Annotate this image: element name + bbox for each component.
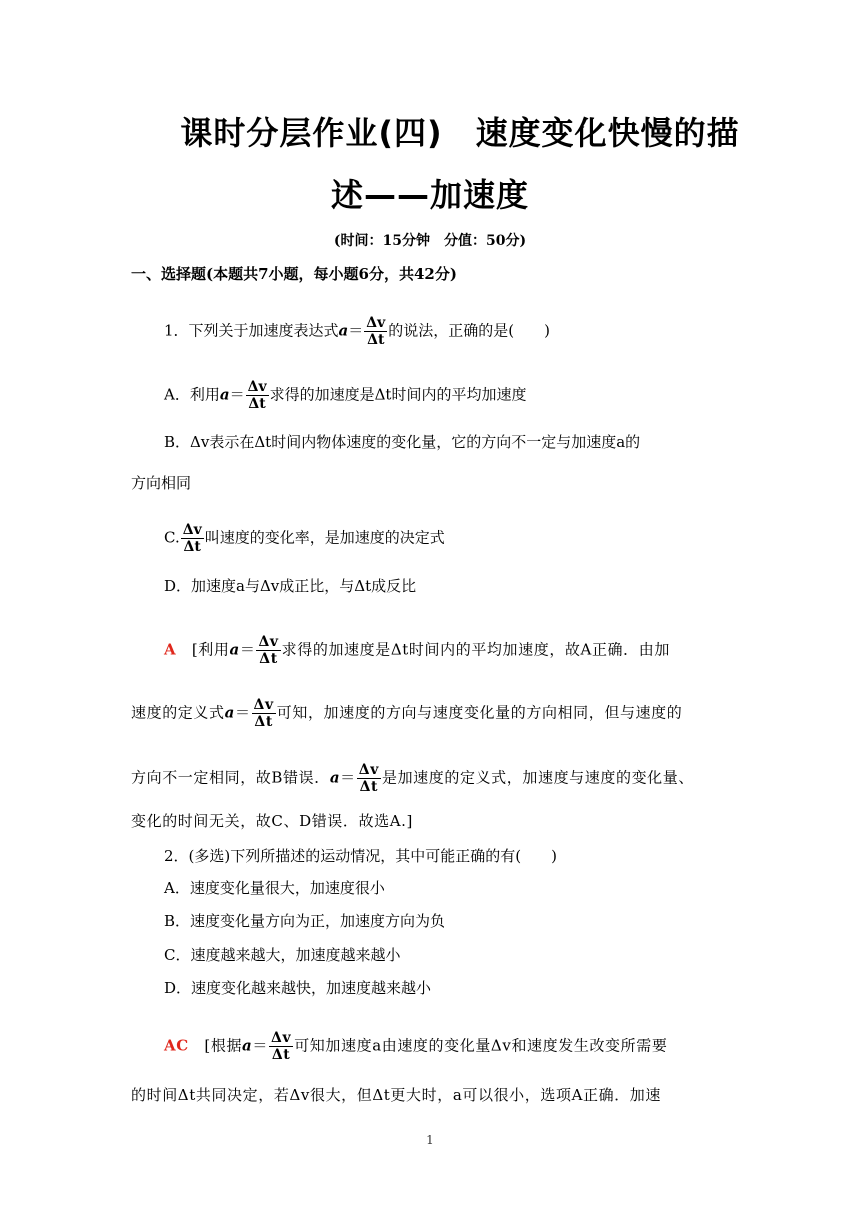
q1-solution-line1: A [利用a＝ $\frac{\Delta v}{\Delta t}$ 求得的加速度是Δt时间内的平均加速度，故A正确．由加 (164, 634, 670, 667)
q2-solution-line2: 的时间Δt共同决定，若Δv很大，但Δt更大时，a可以很小，选项A正确．加速 (131, 1086, 662, 1104)
q1-option-b: B．Δv表示在Δt时间内物体速度的变化量，它的方向不一定与加速度a的 (164, 433, 641, 451)
q1-answer: A (164, 640, 177, 659)
fraction: $\frac{\Delta v}{\Delta t}$ (358, 762, 379, 795)
fraction: $\frac{\Delta v}{\Delta t}$ (182, 522, 202, 555)
page-title-line2: 述——加速度 (330, 176, 529, 214)
q2-stem: 2．(多选)下列所描述的运动情况，其中可能正确的有( ) (164, 847, 557, 865)
q1-stem: 1．下列关于加速度表达式a＝ $\frac{\Delta v}{\Delta t}$ 的说法，正确的是( ) (164, 315, 551, 348)
q2-option-c: C．速度越来越大，加速度越来越小 (164, 946, 401, 964)
q2-solution-line1: AC [根据a＝ $\frac{\Delta v}{\Delta t}$ 可知加速度a由速度的变化量Δv和速度发生改变所需要 (164, 1030, 668, 1063)
time-score-info: (时间：15分钟 分值：50分) (333, 233, 527, 249)
q1-solution-line2: 速度的定义式a＝ $\frac{\Delta v}{\Delta t}$ 可知，加速度的方向与速度变化量的方向相同，但与速度的 (131, 697, 683, 730)
fraction: $\frac{\Delta v}{\Delta t}$ (258, 634, 279, 667)
page-title-line1: 课时分层作业(四) 速度变化快慢的描 (180, 114, 740, 152)
q2-option-a: A．速度变化量很大，加速度很小 (164, 879, 385, 897)
q1-option-d: D．加速度a与Δv成正比，与Δt成反比 (164, 577, 417, 595)
section-heading: 一、选择题(本题共7小题，每小题6分，共42分) (131, 265, 457, 283)
q1-option-a: A．利用a＝ $\frac{\Delta v}{\Delta t}$ 求得的加速度是Δt时间内的平均加速度 (164, 379, 527, 412)
fraction: $\frac{\Delta v}{\Delta t}$ (253, 697, 274, 730)
q1-solution-line3: 方向不一定相同，故B错误．a＝ $\frac{\Delta v}{\Delta t}$ 是加速度的定义式，加速度与速度的变化量、 (131, 762, 694, 795)
page-number: 1 (426, 1133, 434, 1147)
q1-solution-line4: 变化的时间无关，故C、D错误．故选A.] (131, 812, 413, 830)
fraction: $\frac{\Delta v}{\Delta t}$ (366, 315, 386, 348)
q1-option-b-cont: 方向相同 (131, 474, 192, 492)
fraction: $\frac{\Delta v}{\Delta t}$ (247, 379, 267, 412)
q2-option-d: D．速度变化越来越快，加速度越来越小 (164, 979, 432, 997)
q2-answer: AC (164, 1036, 189, 1055)
q1-option-c: C. $\frac{\Delta v}{\Delta t}$ 叫速度的变化率，是加速度的决定式 (164, 522, 445, 555)
fraction: $\frac{\Delta v}{\Delta t}$ (270, 1030, 292, 1063)
q2-option-b: B．速度变化量方向为正，加速度方向为负 (164, 912, 446, 930)
